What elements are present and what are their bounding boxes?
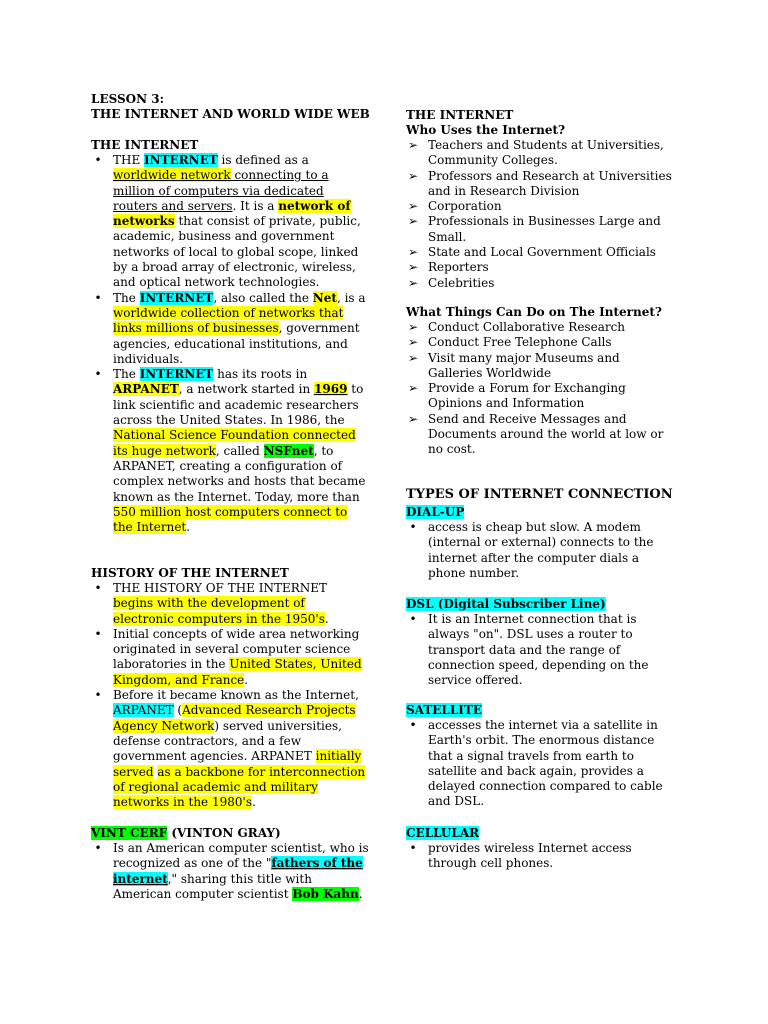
list-item: ➢ Reporters [407, 260, 489, 275]
history-bullets [91, 581, 369, 810]
list-item: ➢ Provide a Forum for Exchanging Opinions and Information [407, 381, 626, 411]
arrow-bullet-icon: ➢ [407, 335, 419, 350]
list-item: • Initial concepts of wide area networking originated in several computer science laboratories in the United States, United Kingdom, and France. [91, 627, 369, 688]
highlight: initially served [113, 749, 362, 779]
highlight: National Science Foundation connected its huge network [113, 428, 356, 458]
arrow-bullet-icon: ➢ [407, 245, 419, 260]
right-internet-heading: THE INTERNET [406, 108, 514, 122]
arrow-bullet-icon: ➢ [407, 138, 419, 152]
cellular-section [406, 826, 674, 872]
highlight: 550 million host computers connect to the Internet [113, 504, 348, 535]
who-uses-section [406, 108, 674, 291]
list-item: ➢ Send and Receive Messages and Documents around the world at low or no cost. [407, 411, 664, 457]
list-item: ➢ Conduct Free Telephone Calls [407, 335, 612, 350]
highlight: ARPANET [113, 382, 179, 397]
list-item: • THE INTERNET is defined as a worldwide network connecting to a million of computers via dedicated routers and servers. It is a network of networks that consist of private, public, academic, business and government networks of local to global scope, linked by a broad array of electronic, wireless, and optical network technologies. [91, 153, 369, 291]
lesson-heading [91, 92, 369, 122]
list-item: • THE HISTORY OF THE INTERNET begins with the development of electronic computers in the 1950's. [91, 581, 369, 627]
bullet-marker: • [94, 153, 102, 167]
list-item: • The INTERNET, also called the Net, is a worldwide collection of networks that links millions of businesses, government agencies, educational institutions, and individuals. [91, 291, 369, 367]
dsl-section [406, 597, 674, 688]
internet-section [91, 138, 369, 535]
lesson-number: LESSON 3: [91, 92, 165, 106]
connection-types-heading [406, 487, 674, 503]
dialup-label [406, 505, 674, 520]
list-item: ➢ Visit many major Museums and Galleries Worldwide [407, 350, 620, 380]
list-item: ➢ Professors and Research at Universities and in Research Division [407, 168, 672, 198]
list-item: ➢ Conduct Collaborative Research [407, 320, 626, 334]
list-item: • provides wireless Internet access through cell phones. [406, 841, 674, 872]
list-item: • It is an Internet connection that is always "on". DSL uses a router to transport data and the range of connection speed, depending on the service offered. [406, 612, 674, 688]
connection-heading: TYPES OF INTERNET CONNECTION [406, 487, 673, 502]
highlight: worldwide network [113, 168, 231, 183]
highlight: 1969 [314, 382, 348, 397]
cerf-section [91, 826, 369, 902]
cellular-label [406, 826, 674, 841]
history-heading: HISTORY OF THE INTERNET [91, 566, 289, 580]
who-uses-list [406, 138, 674, 291]
dsl-label [406, 597, 674, 612]
highlight: fathers of the internet [113, 856, 363, 886]
history-section [91, 566, 369, 810]
highlight: Advanced Research Projects Agency Network [113, 703, 356, 733]
highlight: CELLULAR [406, 826, 480, 840]
bullet-marker: • [409, 612, 417, 626]
arrow-bullet-icon: ➢ [407, 275, 419, 290]
list-item: • Is an American computer scientist, who is recognized as one of the "fathers of the internet," sharing this title with American computer scientist Bob Kahn. [91, 841, 369, 902]
what-things-section [406, 305, 674, 458]
list-item: ➢ Corporation [407, 199, 502, 214]
arrow-bullet-icon: ➢ [407, 350, 419, 365]
highlight: DIAL-UP [406, 505, 465, 519]
highlight: begins with the development of electronic computers in the 1950's [113, 596, 325, 626]
highlight: as a backbone for interconnection of regional academic and military networks in the 1980's [113, 764, 366, 810]
internet-heading: THE INTERNET [91, 138, 199, 152]
highlight: United States, United Kingdom, and France [113, 657, 362, 687]
highlight: network of networks [113, 198, 351, 229]
lesson-title: THE INTERNET AND WORLD WIDE WEB [91, 107, 370, 121]
arrow-bullet-icon: ➢ [407, 381, 419, 396]
list-item: ➢ State and Local Government Officials [407, 245, 656, 260]
highlight: INTERNET [139, 367, 214, 382]
bullet-marker: • [409, 841, 417, 855]
highlight: NSFnet [263, 443, 314, 458]
arrow-bullet-icon: ➢ [407, 199, 419, 214]
bullet-marker: • [409, 520, 417, 534]
arrow-bullet-icon: ➢ [407, 260, 419, 275]
what-things-list [406, 320, 674, 458]
highlight: INTERNET [144, 153, 218, 167]
bullet-marker: • [94, 581, 102, 595]
list-item: • accesses the internet via a satellite in Earth's orbit. The enormous distance that a signal travels from earth to satellite and back again, provides a delayed connection compared to cable and DSL. [406, 718, 674, 810]
highlight: worldwide collection of networks that links millions of businesses [113, 305, 344, 336]
list-item: • access is cheap but slow. A modem (internal or external) connects to the internet after the computer dials a phone number. [406, 520, 674, 581]
satellite-label [406, 703, 674, 718]
highlight: INTERNET [139, 290, 214, 305]
bullet-marker: • [94, 626, 102, 641]
list-item: ➢ Celebrities [407, 275, 495, 290]
dialup-section [406, 505, 674, 581]
list-item: ➢ Professionals in Businesses Large and Small. [407, 214, 661, 244]
arrow-bullet-icon: ➢ [407, 168, 419, 183]
what-things-heading: What Things Can Do on The Internet? [406, 305, 662, 319]
list-item: • The INTERNET has its roots in ARPANET, a network started in 1969 to link scientific and academic researchers across the United States. In 1986, the National Science Foundation connected its huge network, called NSFnet, to ARPANET, creating a configuration of complex networks and hosts that became known as the Internet. Today, more than 550 million host computers connect to the Internet. [91, 367, 369, 535]
arrow-bullet-icon: ➢ [407, 411, 419, 426]
highlight: ARPANET [113, 703, 174, 718]
bullet-marker: • [94, 290, 102, 305]
highlight: Bob Kahn [292, 886, 359, 901]
satellite-section [406, 703, 674, 810]
cerf-heading: VINT CERF (VINTON GRAY) [91, 826, 281, 840]
bullet-marker: • [94, 841, 102, 855]
internet-bullets [91, 153, 369, 535]
list-item: • Before it became known as the Internet, ARPANET (Advanced Research Projects Agency Network) served universities, defense contractors, and a few government agencies. ARPANET initially served as a backbone for interconnection of regional academic and military networks in the 1980's. [91, 688, 369, 810]
highlight: SATELLITE [406, 703, 482, 717]
who-uses-heading: Who Uses the Internet? [406, 123, 566, 137]
bullet-marker: • [409, 718, 417, 732]
arrow-bullet-icon: ➢ [407, 320, 419, 334]
highlight: DSL (Digital Subscriber Line) [406, 597, 606, 611]
highlight: Net [312, 290, 337, 305]
list-item: ➢ Teachers and Students at Universities, Community Colleges. [407, 138, 664, 168]
bullet-marker: • [94, 688, 102, 703]
arrow-bullet-icon: ➢ [407, 214, 419, 229]
cerf-bullets [91, 841, 369, 902]
bullet-marker: • [94, 367, 102, 382]
highlight: VINT CERF [91, 826, 168, 840]
